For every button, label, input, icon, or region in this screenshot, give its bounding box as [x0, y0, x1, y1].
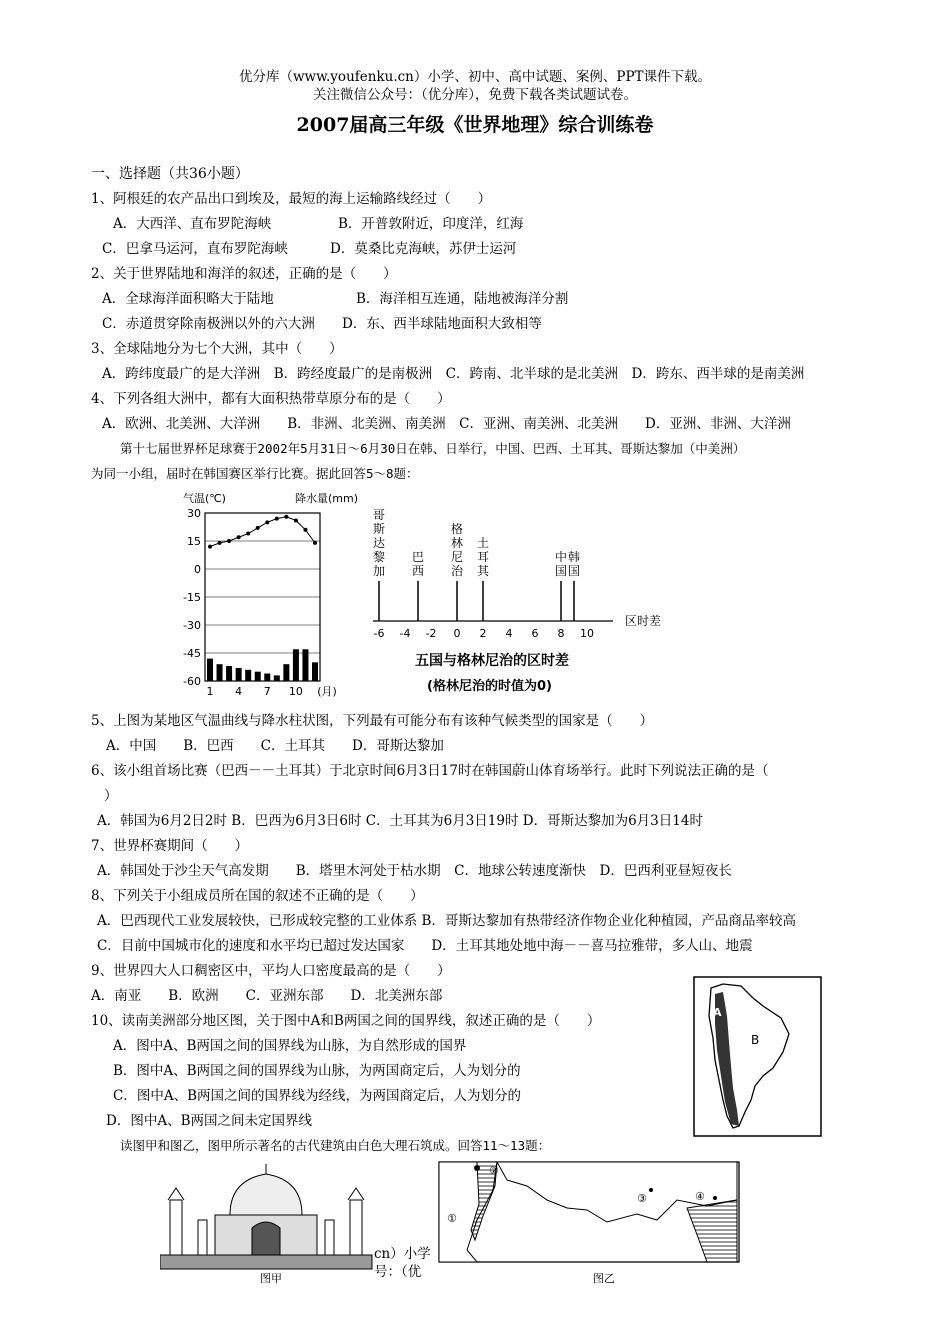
temperature-point	[227, 539, 231, 543]
precipitation-bar	[293, 649, 299, 681]
q2-option-c: C．赤道贯穿除南极洲以外的六大洲	[102, 316, 315, 332]
header-line-2: 关注微信公众号：（优分库），免费下载各类试题试卷。	[313, 87, 637, 103]
q6-stem-close: ）	[104, 788, 118, 804]
main-arch	[252, 1222, 280, 1255]
q3-options: A．跨纬度最广的是大洋洲 B．跨经度最广的是南极洲 C．跨南、北半球的是北美洲 D．跨东、西半球的是南美洲	[102, 366, 805, 382]
figure-yi-caption: 图乙	[593, 1272, 615, 1285]
q2-option-a: A．全球海洋面积略大于陆地	[102, 291, 274, 307]
q8-stem: 8、下列关于小组成员所在国的叙述不正确的是（ ）	[91, 888, 424, 904]
q7-options: A．韩国处于沙尘天气高发期 B．塔里木河处于枯水期 C．地球公转速度渐快 D．巴西利亚昼短夜长	[97, 863, 732, 879]
passage-1-line-2: 为同一小组，届时在韩国赛区举行比赛。据此回答5～8题：	[91, 466, 419, 481]
section-heading: 一、选择题（共36小题）	[91, 166, 249, 182]
q9-stem: 9、世界四大人口稠密区中，平均人口密度最高的是（ ）	[91, 963, 451, 979]
precipitation-bar	[283, 664, 289, 681]
timezone-country-label: 土耳其	[476, 536, 490, 578]
precipitation-bar	[236, 668, 242, 681]
q5-options: A．中国 B．巴西 C．土耳其 D．哥斯达黎加	[106, 738, 444, 754]
timezone-title: 五国与格林尼治的区时差	[415, 653, 569, 669]
temperature-point	[218, 541, 222, 545]
figure-jia-building	[160, 1160, 380, 1285]
climate-ytick-label: -15	[183, 591, 201, 604]
climate-xtick-label: 1	[206, 685, 214, 698]
temperature-curve	[210, 517, 315, 547]
timezone-country-label: 哥斯达黎加	[372, 508, 386, 578]
minaret-left-outer	[170, 1200, 182, 1255]
map-dot-2	[649, 1188, 653, 1192]
climate-ytick-label: -30	[183, 619, 201, 632]
platform	[160, 1255, 372, 1269]
minaret-left-top	[168, 1188, 184, 1200]
main-dome	[230, 1174, 302, 1215]
climate-ytick-label: -60	[183, 675, 201, 688]
timezone-tick-label: -4	[399, 627, 411, 640]
timezone-tick-label: 0	[453, 627, 461, 640]
temperature-point	[275, 517, 279, 521]
q9-options: A．南亚 B．欧洲 C．亚洲东部 D．北美洲东部	[91, 988, 443, 1004]
precipitation-bar	[255, 672, 261, 681]
q7-stem: 7、世界杯赛期间（ ）	[91, 838, 249, 854]
temperature-point	[313, 541, 317, 545]
timezone-country-label: 韩国	[567, 550, 581, 578]
minaret-right-top	[348, 1188, 364, 1200]
q2-stem: 2、关于世界陆地和海洋的叙述，正确的是（ ）	[91, 266, 397, 282]
temperature-point	[303, 528, 307, 532]
q5-stem: 5、上图为某地区气温曲线与降水柱状图，下列最有可能分布有该种气候类型的国家是（ ）	[91, 713, 654, 729]
precipitation-bar	[245, 670, 251, 681]
climate-xtick-label: 4	[235, 685, 243, 698]
precipitation-bar	[207, 659, 213, 681]
temperature-point	[237, 535, 241, 539]
q2-option-d: D．东、西半球陆地面积大致相等	[342, 316, 542, 332]
q10-stem: 10、读南美洲部分地区图，关于图中A和B两国之间的国界线，叙述正确的是（ ）	[91, 1013, 601, 1029]
header-line-1: 优分库（www.youfenku.cn）小学、初中、高中试题、案例、PPT课件下载。	[238, 69, 712, 85]
precipitation-bar	[312, 662, 318, 681]
q10-option-a: A．图中A、B两国之间的国界线为山脉，为自然形成的国界	[113, 1038, 467, 1054]
q1-option-d: D．莫桑比克海峡，苏伊士运河	[330, 241, 517, 257]
q3-stem: 3、全球陆地分为七个大洲，其中（ ）	[91, 341, 343, 357]
climate-xtick-label: 10	[288, 685, 303, 698]
south-america-map	[693, 976, 823, 1138]
timezone-country-label: 中国	[554, 550, 568, 578]
timezone-country-label: 巴西	[411, 550, 425, 578]
climate-chart	[175, 488, 365, 700]
q8-options-line-1: A．巴西现代工业发展较快，已形成较完整的工业体系 B．哥斯达黎加有热带经济作物企业化种植园，产品商品率较高	[97, 913, 796, 929]
climate-ylabel-left: 气温(℃)	[183, 492, 226, 505]
map-dot-3	[713, 1196, 717, 1200]
timezone-tick-label: 10	[580, 627, 594, 640]
figure-yi-map	[437, 1160, 742, 1285]
map-dot-1	[474, 1165, 480, 1171]
timezone-tick-label: 6	[531, 627, 539, 640]
climate-ylabel-right: 降水量(mm)	[295, 492, 359, 505]
climate-xtick-label: 7	[263, 685, 271, 698]
q10-option-b: B．图中A、B两国之间的国界线为山脉，为两国商定后，人为划分的	[113, 1063, 521, 1079]
timezone-tick-label: -6	[373, 627, 385, 640]
map-label-a: A	[713, 1006, 722, 1019]
temperature-point	[208, 545, 212, 549]
q8-options-line-2: C．目前中国城市化的速度和水平均已超过发达国家 D．土耳其地处地中海－－喜马拉雅带，多人山、地震	[97, 938, 753, 954]
temperature-point	[284, 515, 288, 519]
map-marker-4: ④	[695, 1190, 705, 1203]
page-title: 2007届高三年级《世界地理》综合训练卷	[296, 114, 654, 136]
climate-ytick-label: 0	[194, 563, 201, 576]
map-marker-2: ②	[489, 1164, 499, 1177]
precipitation-bar	[274, 675, 280, 681]
precipitation-bar	[217, 664, 223, 681]
temperature-point	[294, 518, 298, 522]
q1-option-a: A．大西洋、直布罗陀海峡	[113, 216, 272, 232]
passage-1-line-1: 第十七届世界杯足球赛于2002年5月31日～6月30日在韩、日举行，中国、巴西、土耳其、哥斯达黎加（中美洲）	[120, 441, 746, 456]
passage-2: 读图甲和图乙，图甲所示著名的古代建筑由白色大理石筑成。回答11～13题：	[120, 1138, 551, 1153]
precipitation-bar	[264, 674, 270, 681]
minaret-right-inner	[325, 1220, 334, 1255]
minaret-left-inner	[198, 1220, 207, 1255]
q1-stem: 1、阿根廷的农产品出口到埃及，最短的海上运输路线经过（ ）	[91, 191, 492, 207]
timezone-tick-label: 8	[557, 627, 565, 640]
map-label-b: B	[751, 1033, 760, 1047]
timezone-subtitle: (格林尼治的时值为0)	[427, 679, 552, 694]
temperature-point	[256, 526, 260, 530]
q10-option-c: C．图中A、B两国之间的国界线为经线，为两国商定后，人为划分的	[113, 1088, 521, 1104]
minaret-right-outer	[350, 1200, 362, 1255]
q4-stem: 4、下列各组大洲中，都有大面积热带草原分布的是（ ）	[91, 391, 451, 407]
temperature-point	[265, 520, 269, 524]
q1-option-b: B．开普敦附近，印度洋，红海	[338, 216, 524, 232]
climate-ytick-label: 30	[187, 507, 201, 520]
timezone-chart	[365, 495, 675, 700]
overlap-text-1: cn）小学	[374, 1246, 431, 1262]
temperature-point	[246, 532, 250, 536]
climate-xtick-label: (月)	[317, 685, 337, 698]
figure-jia-caption: 图甲	[260, 1272, 282, 1285]
precipitation-bar	[302, 649, 308, 681]
timezone-country-label: 格林尼治	[450, 522, 464, 578]
climate-ytick-label: 15	[187, 535, 201, 548]
q2-option-b: B．海洋相互连通，陆地被海洋分割	[356, 291, 569, 307]
timezone-tick-label: 4	[505, 627, 513, 640]
timezone-tick-label: -2	[425, 627, 437, 640]
timezone-axis-label: 区时差	[625, 614, 662, 628]
map-marker-1: ①	[447, 1212, 457, 1225]
precipitation-bar	[226, 666, 232, 681]
q4-options: A．欧洲、北美洲、大洋洲 B．非洲、北美洲、南美洲 C．亚洲、南美洲、北美洲 D．亚洲、非洲、大洋洲	[102, 416, 791, 432]
q10-option-d: D．图中A、B两国之间未定国界线	[106, 1113, 312, 1129]
q1-option-c: C．巴拿马运河，直布罗陀海峡	[102, 241, 288, 257]
climate-ytick-label: -45	[183, 647, 201, 660]
q6-options: A．韩国为6月2日2时 B．巴西为6月3日6时 C．土耳其为6月3日19时 D．哥斯达黎加为6月3日14时	[97, 813, 703, 829]
timezone-tick-label: 2	[479, 627, 487, 640]
q6-stem: 6、该小组首场比赛（巴西－－土耳其）于北京时间6月3日17时在韩国蔚山体育场举行。此时下列说法正确的是（	[91, 763, 769, 779]
overlap-text-2: 号：（优	[374, 1264, 422, 1280]
map-marker-3: ③	[637, 1192, 647, 1205]
